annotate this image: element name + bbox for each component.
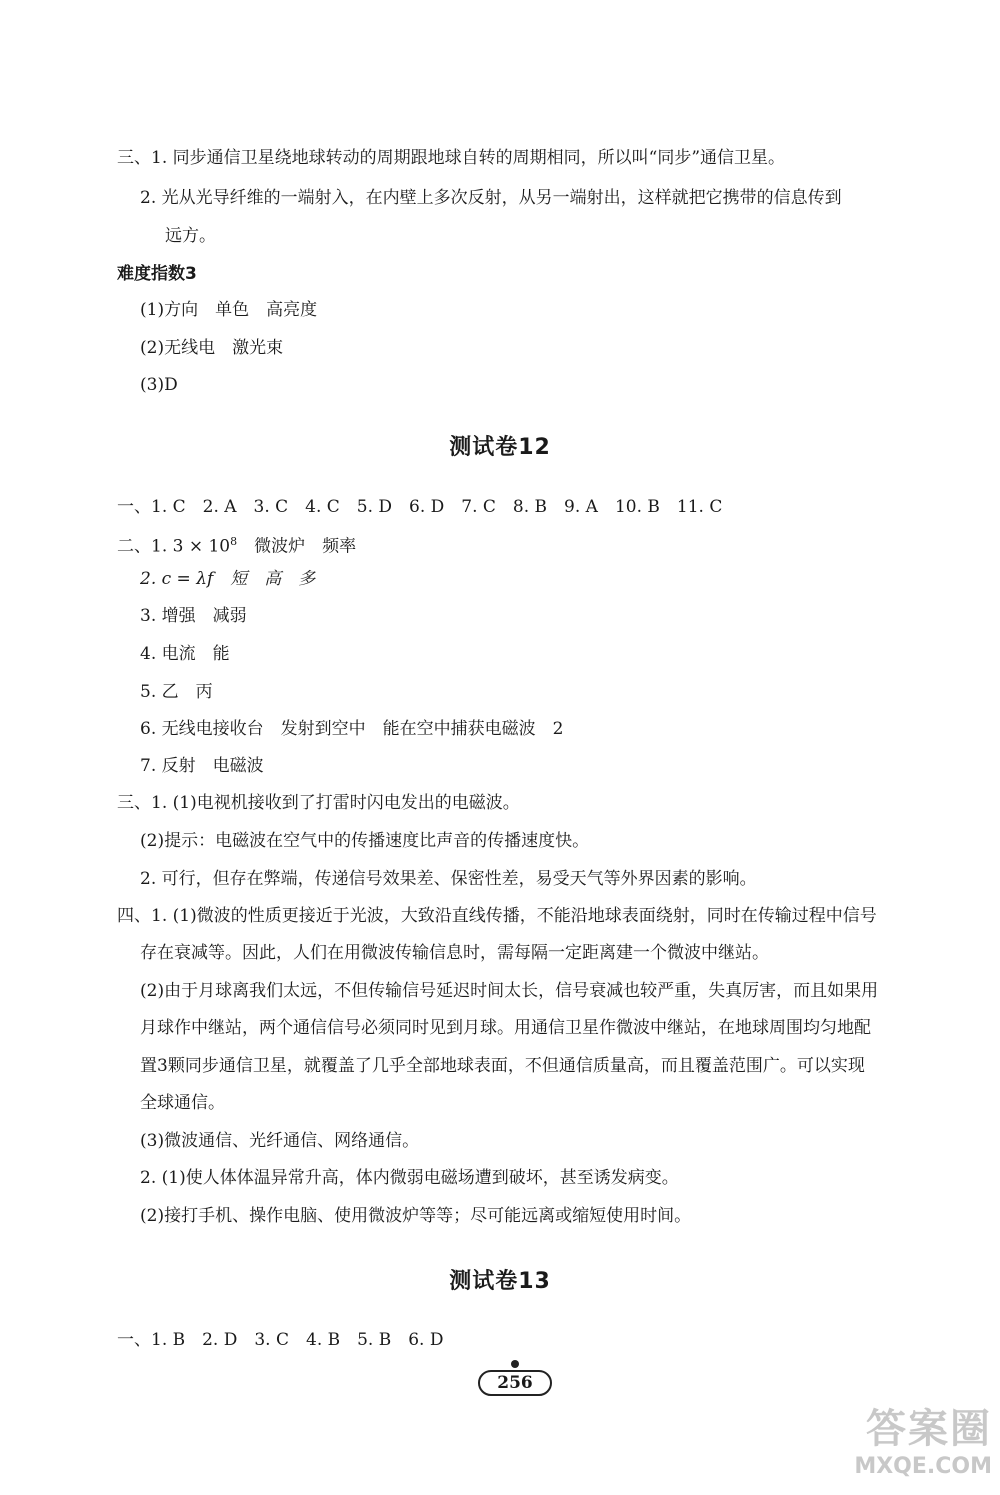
text-line: 2. 光从光导纤维的一端射入，在内壁上多次反射，从另一端射出，这样就把它携带的信息传到 [140, 188, 842, 208]
text-line: 6. 无线电接收台 发射到空中 能在空中捕获电磁波 2 [140, 719, 564, 739]
section-heading: 难度指数3 [117, 264, 197, 284]
text-line: 月球作中继站，两个通信信号必须同时见到月球。用通信卫星作微波中继站，在地球周围均匀地配 [140, 1018, 871, 1038]
text-line: (1)方向 单色 高亮度 [140, 300, 318, 320]
text-line: 5. 乙 丙 [140, 682, 213, 702]
text-line: 远方。 [165, 226, 216, 246]
text-line: (2)接打手机、操作电脑、使用微波炉等等；尽可能远离或缩短使用时间。 [140, 1206, 692, 1226]
text-line: 一、1. B 2. D 3. C 4. B 5. B 6. D [117, 1330, 444, 1350]
watermark-top: 答案圈 [866, 1406, 992, 1452]
test-title-12: 测试卷12 [449, 435, 551, 460]
watermark-bottom: MXQE.COM [854, 1454, 992, 1479]
text-line: (2)无线电 激光束 [140, 338, 284, 358]
text-line [117, 530, 356, 559]
text-line: 置3颗同步通信卫星，就覆盖了几乎全部地球表面，不但通信质量高，而且覆盖范围广。可以实现 [140, 1056, 865, 1076]
text-line: 三、1. 同步通信卫星绕地球转动的周期跟地球自转的周期相同，所以叫“同步”通信卫星。 [117, 148, 786, 168]
text-line: 存在衰减等。因此，人们在用微波传输信息时，需每隔一定距离建一个微波中继站。 [140, 943, 769, 963]
text-line: (3)微波通信、光纤通信、网络通信。 [140, 1131, 420, 1151]
text-line: 2. (1)使人体体温异常升高，体内微弱电磁场遭到破坏，甚至诱发病变。 [140, 1168, 679, 1188]
text-line: (2)由于月球离我们太远，不但传输信号延迟时间太长，信号衰减也较严重，失真厉害，而且如果用 [140, 981, 879, 1001]
page-number: 256 [478, 1370, 552, 1396]
text-segment: 微波炉 频率 [237, 536, 357, 557]
text-line: 全球通信。 [140, 1093, 225, 1113]
text-line: 2. 可行，但存在弊端，传递信号效果差、保密性差，易受天气等外界因素的影响。 [140, 869, 757, 889]
exponent: 8 [230, 535, 238, 548]
text-segment: 二、1. 3 × 10 [117, 536, 231, 557]
text-line: 2. c = λf 短 高 多 [140, 569, 316, 589]
text-line: 四、1. (1)微波的性质更接近于光波，大致沿直线传播，不能沿地球表面绕射，同时在传输过程中信号 [117, 906, 877, 926]
text-line: (2)提示：电磁波在空气中的传播速度比声音的传播速度快。 [140, 831, 590, 851]
text-line: 一、1. C 2. A 3. C 4. C 5. D 6. D 7. C 8. B 9. A 10. B 11. C [117, 497, 723, 517]
watermark-logo [812, 1397, 992, 1489]
test-title-13: 测试卷13 [449, 1269, 551, 1294]
text-line: 3. 增强 减弱 [140, 606, 247, 626]
text-line: (3)D [140, 375, 178, 395]
page-number-badge [478, 1358, 554, 1398]
dot-icon [511, 1360, 519, 1368]
text-line: 4. 电流 能 [140, 644, 230, 664]
text-line: 7. 反射 电磁波 [140, 756, 264, 776]
text-line: 三、1. (1)电视机接收到了打雷时闪电发出的电磁波。 [117, 793, 520, 813]
